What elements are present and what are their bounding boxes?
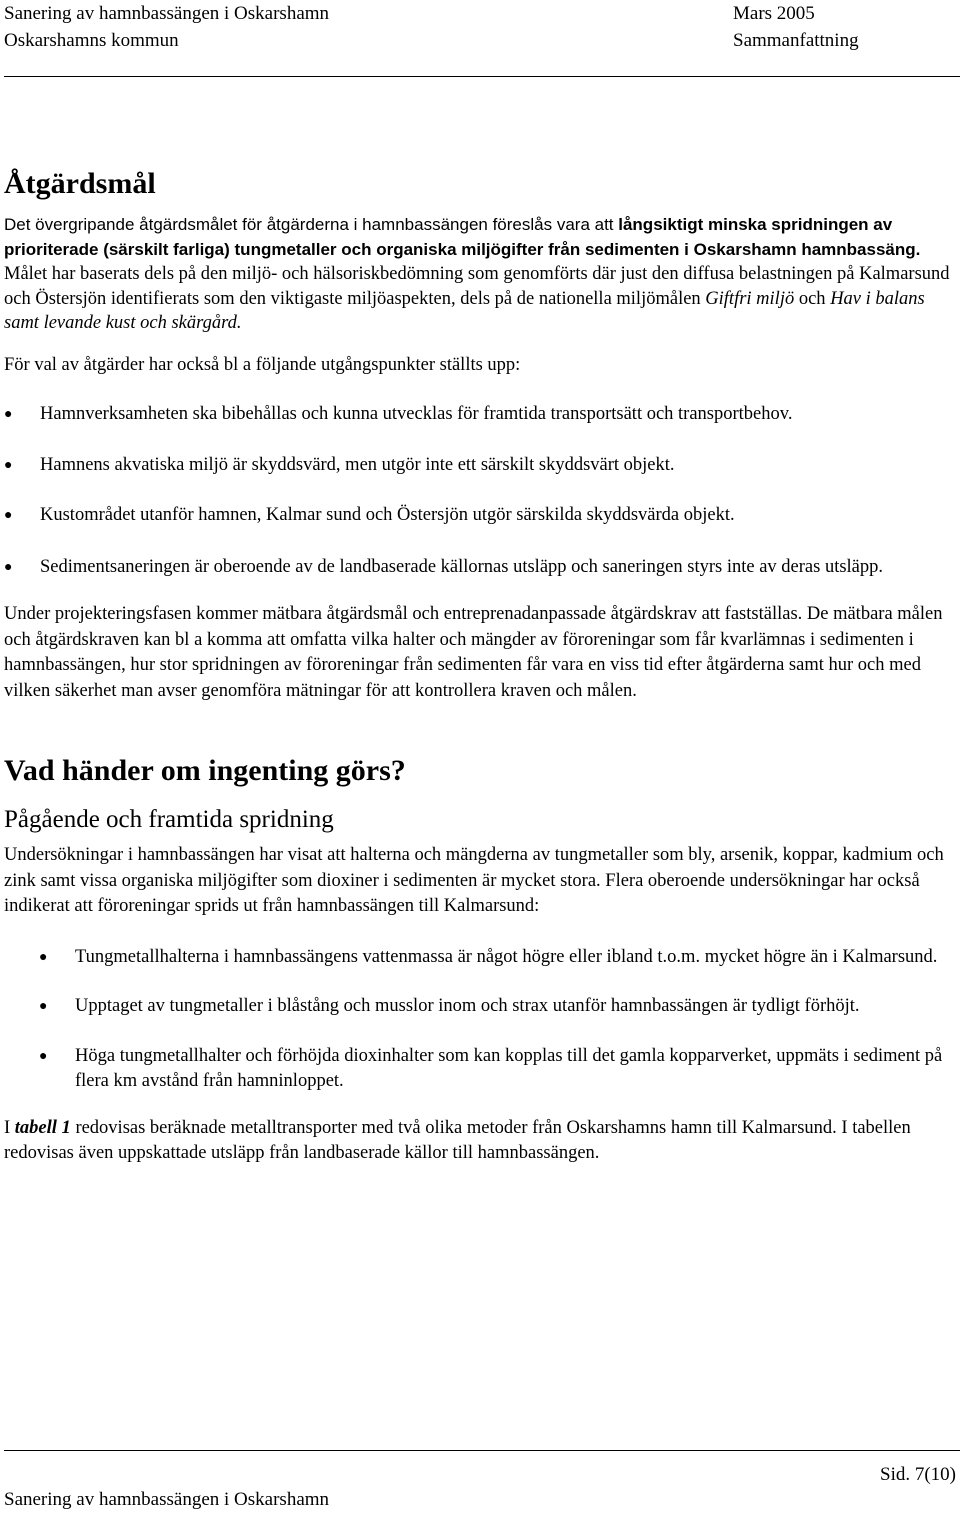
lead-continuation: Målet har baserats dels på den miljö- och hälsoriskbedömning som genomförts där just den diffusa belastningen på Kalmarsund och Östersjön identifierats som den viktigaste miljöaspekten, dels på de nationella miljömålen: [4, 264, 950, 309]
list-item: [4, 453, 954, 479]
tabell-prefix: I: [4, 1117, 15, 1138]
bullet-list-spridning: [4, 945, 954, 1095]
main-content: [4, 166, 954, 1167]
footer-title: Sanering av hamnbassängen i Oskarshamn: [4, 1489, 330, 1510]
lead-paragraph: [4, 213, 954, 336]
lead-connector: och: [794, 288, 831, 309]
list-item-text: Hamnverksamheten ska bibehållas och kunna utvecklas för framtida transportsätt och transportbehov.: [40, 404, 793, 424]
bullet-icon: ●: [39, 949, 48, 965]
paragraph-tabell: [4, 1116, 954, 1167]
header-left: [4, 0, 329, 54]
header-right: [733, 0, 859, 54]
footer-rule: [4, 1450, 960, 1451]
bullet-list-utgangspunkter: [4, 402, 954, 580]
bullet-icon: ●: [4, 457, 13, 473]
header-section: Sammanfattning: [733, 30, 859, 51]
header-document-title: Sanering av hamnbassängen i Oskarshamn: [4, 3, 330, 24]
bullet-icon: ●: [39, 1048, 48, 1064]
bullet-icon: ●: [39, 999, 48, 1014]
heading-vad-hander: Vad händer om ingenting görs?: [4, 754, 406, 787]
list-item: [4, 555, 954, 581]
bullet-icon: ●: [4, 407, 13, 422]
header-rule: [4, 76, 960, 77]
lead-text: Det övergripande åtgärdsmålet för åtgärderna i hamnbassängen föreslås vara att: [4, 215, 619, 234]
list-item: [4, 945, 954, 971]
header-date: Mars 2005: [733, 3, 815, 24]
list-item-text: Tungmetallhalterna i hamnbassängens vattenmassa är något högre eller ibland t.o.m. mycket högre än i Kalmarsund.: [75, 946, 938, 967]
paragraph-undersokningar: Undersökningar i hamnbassängen har visat att halterna och mängderna av tungmetaller som bly, arsenik, koppar, kadmium och zink samt vissa organiska miljögifter som dioxiner i sedimenten är mycket stora. Flera oberoende undersökningar har också indikerat att föroreningar sprids ut från hamnbassängen till Kalmarsund:: [4, 845, 944, 916]
goal-giftfri-miljo: Giftfri miljö: [705, 288, 795, 309]
list-item: [4, 994, 954, 1020]
table-reference: tabell 1: [14, 1117, 71, 1138]
list-item-text: Upptaget av tungmetaller i blåstång och musslor inom och strax utanför hamnbassängen är tydligt förhöjt.: [75, 996, 860, 1016]
page-number: Sid. 7(10): [880, 1464, 956, 1485]
paragraph-projekteringsfasen: Under projekteringsfasen kommer mätbara åtgärdsmål och entreprenadanpassade åtgärdskrav att fastställas. De mätbara målen och åtgärdskraven kan bl a komma att omfatta vilka halter och mängder av föroreningar som får kvarlämnas i sedimenten i hamnbassängen, hur stor spridningen av föroreningar från sedimenten får vara en viss tid efter åtgärderna samt hur och med vilken säkerhet man avser genomföra mätningar för att kontrollera kraven och målen.: [4, 604, 943, 701]
list-item-text: Höga tungmetallhalter och förhöjda dioxinhalter som kan kopplas till det gamla kopparverket, uppmäts i sediment på flera km avstånd från hamninloppet.: [75, 1045, 943, 1091]
list-item-text: Kustområdet utanför hamnen, Kalmar sund och Östersjön utgör särskilda skyddsvärda objekt.: [40, 505, 735, 525]
heading-atgardsmal: Åtgärdsmål: [4, 167, 156, 200]
list-item-text: Hamnens akvatiska miljö är skyddsvärd, men utgör inte ett särskilt skyddsvärt objekt.: [40, 454, 675, 475]
header-organization: Oskarshamns kommun: [4, 30, 179, 51]
goal-hav-i-balans: Hav i balans samt levande kust och skärgård.: [4, 288, 925, 333]
list-item: [4, 402, 954, 428]
lead-bold-text: långsiktigt minska spridningen av prioriterade (särskilt farliga) tungmetaller och organiska miljögifter från sedimenten i Oskarshamn hamnbassäng.: [4, 215, 921, 259]
list-item-text: Sedimentsaneringen är oberoende av de landbaserade källornas utsläpp och saneringen styrs inte av deras utsläpp.: [40, 556, 884, 577]
list-item: [4, 503, 954, 529]
subheading-spridning: Pågående och framtida spridning: [4, 806, 334, 833]
paragraph-utgangspunkter: För val av åtgärder har också bl a följande utgångspunkter ställts upp:: [4, 354, 521, 375]
bullet-icon: ●: [4, 559, 13, 575]
bullet-icon: ●: [4, 508, 13, 523]
list-item: [4, 1044, 954, 1095]
tabell-text: redovisas beräknade metalltransporter med två olika metoder från Oskarshamns hamn till Kalmarsund. I tabellen redovisas även uppskattade utsläpp från landbaserade källor till hamnbassängen.: [4, 1117, 911, 1163]
